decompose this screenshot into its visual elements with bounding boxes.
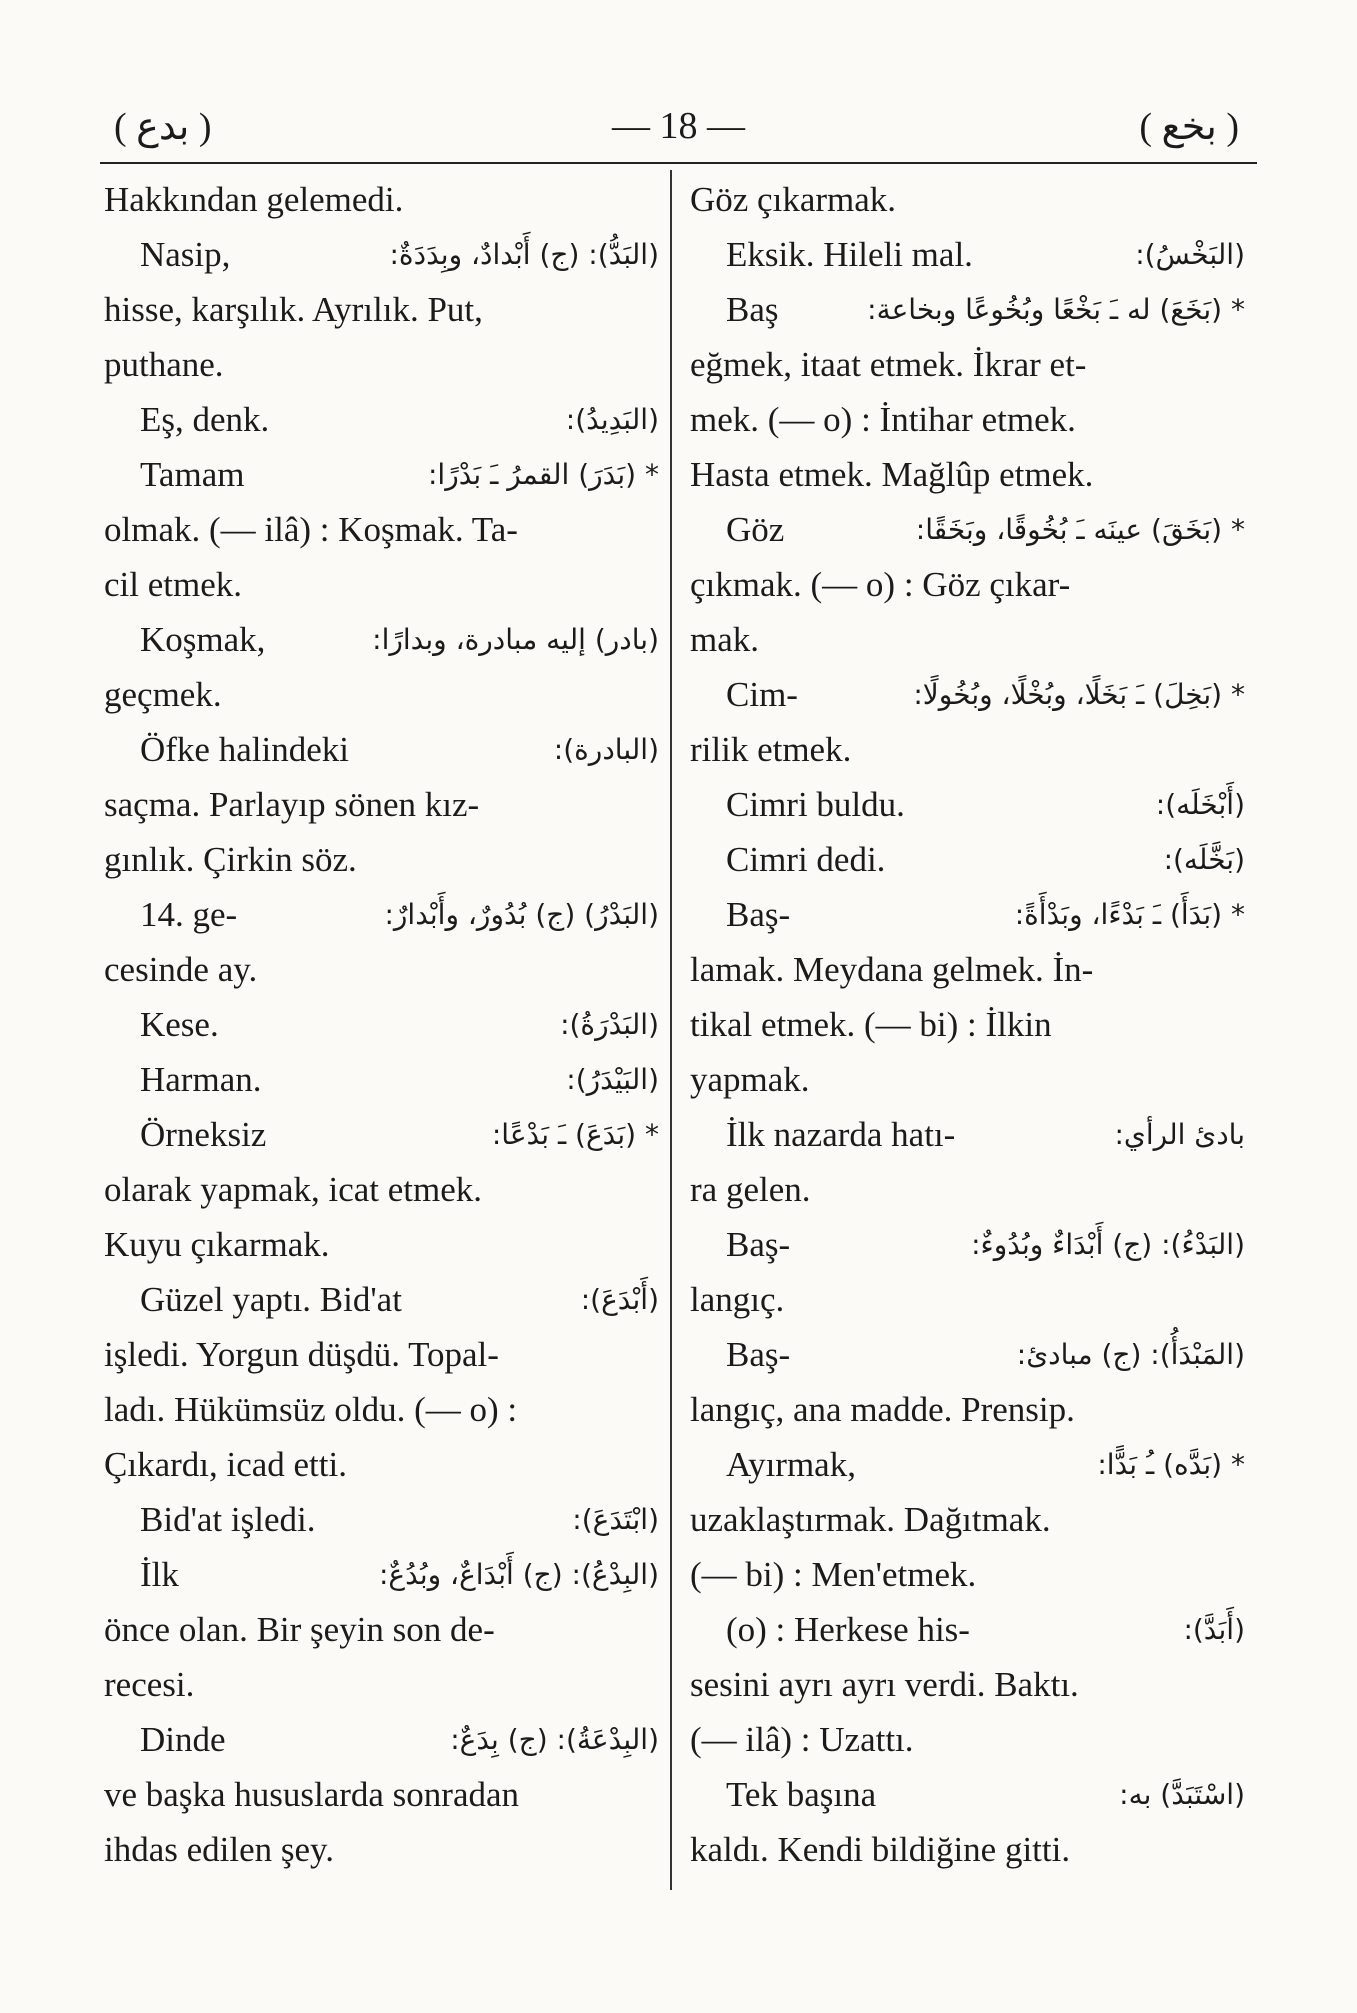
dictionary-line: [690, 1272, 1245, 1327]
line-text: Kuyu çıkarmak.: [104, 1225, 330, 1264]
page-header: [100, 92, 1257, 164]
dictionary-line: [690, 227, 1245, 282]
line-text: önce olan. Bir şeyin son de-: [104, 1610, 495, 1649]
line-text: Hakkından gelemedi.: [104, 180, 404, 219]
line-text: Dinde: [140, 1720, 226, 1759]
arabic-headword: (المَبْدَأُ): (ج) مبادئ:: [1016, 1338, 1245, 1371]
left-column: [104, 172, 659, 1877]
right-column: [690, 172, 1245, 1877]
dictionary-line: [104, 1272, 659, 1327]
dictionary-line: [104, 1052, 659, 1107]
line-text: Harman.: [140, 1060, 262, 1099]
arabic-headword: (البَدُّ): (ج) أَبْدادٌ، وبِدَدَةٌ:: [389, 238, 659, 271]
dictionary-line: [104, 667, 659, 722]
line-text: geçmek.: [104, 675, 222, 714]
arabic-headword: * (بَدَعَ) ـَ بَدْعًا:: [491, 1118, 659, 1151]
dictionary-line: [104, 282, 659, 337]
line-text: yapmak.: [690, 1060, 810, 1099]
line-text: İlk nazarda hatı-: [726, 1115, 956, 1154]
line-text: Tamam: [140, 455, 245, 494]
line-text: Baş: [726, 290, 779, 329]
line-text: sesini ayrı ayrı verdi. Baktı.: [690, 1665, 1079, 1704]
header-left-keyword: ( بدع ): [114, 106, 212, 148]
arabic-headword: (البَدْرَةُ):: [560, 1008, 659, 1041]
line-text: ra gelen.: [690, 1170, 811, 1209]
dictionary-line: [104, 447, 659, 502]
dictionary-line: [690, 1107, 1245, 1162]
dictionary-line: [104, 612, 659, 667]
line-text: (o) : Herkese his-: [726, 1610, 970, 1649]
dictionary-line: [104, 942, 659, 997]
line-text: Ayırmak,: [726, 1445, 856, 1484]
dictionary-line: [690, 832, 1245, 887]
dictionary-line: [690, 1437, 1245, 1492]
dictionary-line: [104, 172, 659, 227]
line-text: Eksik. Hileli mal.: [726, 235, 973, 274]
line-text: langıç, ana madde. Prensip.: [690, 1390, 1075, 1429]
line-text: mek. (— o) : İntihar etmek.: [690, 400, 1076, 439]
line-text: Cim-: [726, 675, 798, 714]
line-text: Kese.: [140, 1005, 219, 1044]
dictionary-line: [690, 1492, 1245, 1547]
dictionary-line: [104, 337, 659, 392]
dictionary-line: [690, 612, 1245, 667]
dictionary-line: [104, 1657, 659, 1712]
dictionary-line: [690, 1382, 1245, 1437]
dictionary-line: [690, 942, 1245, 997]
dictionary-line: [690, 1327, 1245, 1382]
line-text: gınlık. Çirkin söz.: [104, 840, 357, 879]
dictionary-line: [690, 1217, 1245, 1272]
dictionary-line: [104, 1547, 659, 1602]
arabic-headword: (البَدْءُ): (ج) أَبْدَاءٌ وبُدُوءٌ:: [971, 1228, 1245, 1261]
dictionary-line: [690, 557, 1245, 612]
dictionary-line: [690, 502, 1245, 557]
line-text: langıç.: [690, 1280, 785, 1319]
arabic-headword: (البادرة):: [553, 733, 659, 766]
line-text: cil etmek.: [104, 565, 243, 604]
dictionary-line: [104, 1822, 659, 1877]
dictionary-line: [104, 997, 659, 1052]
dictionary-line: [690, 1162, 1245, 1217]
dictionary-line: [104, 1327, 659, 1382]
line-text: Göz çıkarmak.: [690, 180, 897, 219]
line-text: hisse, karşılık. Ayrılık. Put,: [104, 290, 483, 329]
arabic-headword: (البِدْعَةُ): (ج) بِدَعٌ:: [450, 1723, 659, 1756]
dictionary-line: [690, 667, 1245, 722]
arabic-headword: (أَبَدَّ):: [1183, 1613, 1245, 1646]
line-text: Tek başına: [726, 1775, 877, 1814]
dictionary-line: [690, 1602, 1245, 1657]
dictionary-line: [690, 1712, 1245, 1767]
dictionary-line: [104, 832, 659, 887]
line-text: çıkmak. (— o) : Göz çıkar-: [690, 565, 1071, 604]
dictionary-line: [104, 1602, 659, 1657]
dictionary-line: [104, 557, 659, 612]
line-text: Cimri dedi.: [726, 840, 886, 879]
arabic-headword: (ابْتَدَعَ):: [572, 1503, 659, 1536]
line-text: Baş-: [726, 1335, 791, 1374]
line-text: kaldı. Kendi bildiğine gitti.: [690, 1830, 1071, 1869]
line-text: Güzel yaptı. Bid'at: [140, 1280, 402, 1319]
line-text: İlk: [140, 1555, 179, 1594]
header-right-keyword: ( بخع ): [1139, 106, 1239, 148]
dictionary-line: [690, 1822, 1245, 1877]
arabic-headword: * (بَدَأَ) ـَ بَدْءًا، وبَدْأَةً:: [1014, 898, 1245, 931]
dictionary-line: [104, 722, 659, 777]
arabic-headword: (البَيْدَرُ):: [566, 1063, 659, 1096]
dictionary-line: [104, 1217, 659, 1272]
line-text: ihdas edilen şey.: [104, 1830, 335, 1869]
line-text: Cimri buldu.: [726, 785, 905, 824]
line-text: olmak. (— ilâ) : Koşmak. Ta-: [104, 510, 518, 549]
dictionary-line: [690, 1657, 1245, 1712]
arabic-headword: * (بَخِلَ) ـَ بَخَلًا، وبُخْلًا، وبُخُولًا:: [913, 678, 1245, 711]
arabic-headword: (البَدِيدُ):: [565, 403, 659, 436]
line-text: recesi.: [104, 1665, 195, 1704]
line-text: mak.: [690, 620, 760, 659]
dictionary-line: [690, 997, 1245, 1052]
line-text: (— bi) : Men'etmek.: [690, 1555, 977, 1594]
dictionary-line: [104, 887, 659, 942]
line-text: Hasta etmek. Mağlûp etmek.: [690, 455, 1094, 494]
line-text: ve başka hususlarda sonradan: [104, 1775, 520, 1814]
line-text: Çıkardı, icad etti.: [104, 1445, 347, 1484]
line-text: işledi. Yorgun düşdü. Topal-: [104, 1335, 499, 1374]
arabic-headword: (أَبْخَلَه):: [1155, 788, 1245, 821]
line-text: Baş-: [726, 1225, 791, 1264]
page-number: — 18 —: [612, 105, 745, 147]
dictionary-line: [104, 1382, 659, 1437]
dictionary-line: [104, 502, 659, 557]
dictionary-line: [690, 777, 1245, 832]
line-text: lamak. Meydana gelmek. İn-: [690, 950, 1094, 989]
line-text: Eş, denk.: [140, 400, 270, 439]
dictionary-line: [690, 1547, 1245, 1602]
arabic-headword: (البَخْسُ):: [1135, 238, 1245, 271]
dictionary-line: [104, 1492, 659, 1547]
dictionary-line: [690, 392, 1245, 447]
line-text: Koşmak,: [140, 620, 266, 659]
line-text: Baş-: [726, 895, 791, 934]
line-text: 14. ge-: [140, 895, 238, 934]
arabic-headword: (البِدْعُ): (ج) أَبْدَاعٌ، وبُدُعٌ:: [378, 1558, 659, 1591]
arabic-headword: * (بَدَّه) ـُ بَدًّا:: [1097, 1448, 1245, 1481]
arabic-headword: (بَخَّلَه):: [1163, 843, 1245, 876]
line-text: rilik etmek.: [690, 730, 852, 769]
line-text: Öfke halindeki: [140, 730, 349, 769]
dictionary-line: [104, 1767, 659, 1822]
line-text: uzaklaştırmak. Dağıtmak.: [690, 1500, 1051, 1539]
dictionary-line: [104, 392, 659, 447]
line-text: ladı. Hükümsüz oldu. (— o) :: [104, 1390, 518, 1429]
arabic-headword: * (بَخَعَ) له ـَ بَخْعًا وبُخُوعًا وبخاعة:: [867, 293, 1245, 326]
dictionary-line: [690, 722, 1245, 777]
dictionary-line: [690, 447, 1245, 502]
arabic-headword: * (بَخَقَ) عينَه ـَ بُخُوقًا، وبَخَقًا:: [915, 513, 1245, 546]
line-text: (— ilâ) : Uzattı.: [690, 1720, 914, 1759]
line-text: Örneksiz: [140, 1115, 267, 1154]
dictionary-line: [690, 172, 1245, 227]
dictionary-line: [104, 1437, 659, 1492]
line-text: olarak yapmak, icat etmek.: [104, 1170, 483, 1209]
arabic-headword: * (بَدَرَ) القمرُ ـَ بَدْرًا:: [428, 458, 659, 491]
dictionary-line: [690, 337, 1245, 392]
line-text: cesinde ay.: [104, 950, 258, 989]
dictionary-line: [104, 1107, 659, 1162]
line-text: saçma. Parlayıp sönen kız-: [104, 785, 480, 824]
line-text: Göz: [726, 510, 785, 549]
line-text: tikal etmek. (— bi) : İlkin: [690, 1005, 1052, 1044]
dictionary-line: [690, 1767, 1245, 1822]
arabic-headword: (اسْتَبَدَّ) به:: [1119, 1778, 1245, 1811]
dictionary-line: [690, 887, 1245, 942]
line-text: Nasip,: [140, 235, 231, 274]
dictionary-line: [104, 1162, 659, 1217]
arabic-headword: (بادر) إليه مبادرة، وبدارًا:: [372, 623, 659, 656]
dictionary-line: [690, 282, 1245, 337]
dictionary-line: [690, 1052, 1245, 1107]
line-text: puthane.: [104, 345, 224, 384]
arabic-headword: (أَبْدَعَ):: [580, 1283, 659, 1316]
dictionary-line: [104, 227, 659, 282]
line-text: eğmek, itaat etmek. İkrar et-: [690, 345, 1087, 384]
column-divider: [670, 170, 672, 1890]
dictionary-line: [104, 1712, 659, 1767]
line-text: Bid'at işledi.: [140, 1500, 316, 1539]
dictionary-line: [104, 777, 659, 832]
arabic-headword: بادئ الرأي:: [1114, 1118, 1245, 1151]
arabic-headword: (البَدْرُ) (ج) بُدُورٌ، وأَبْدارٌ:: [384, 898, 659, 931]
